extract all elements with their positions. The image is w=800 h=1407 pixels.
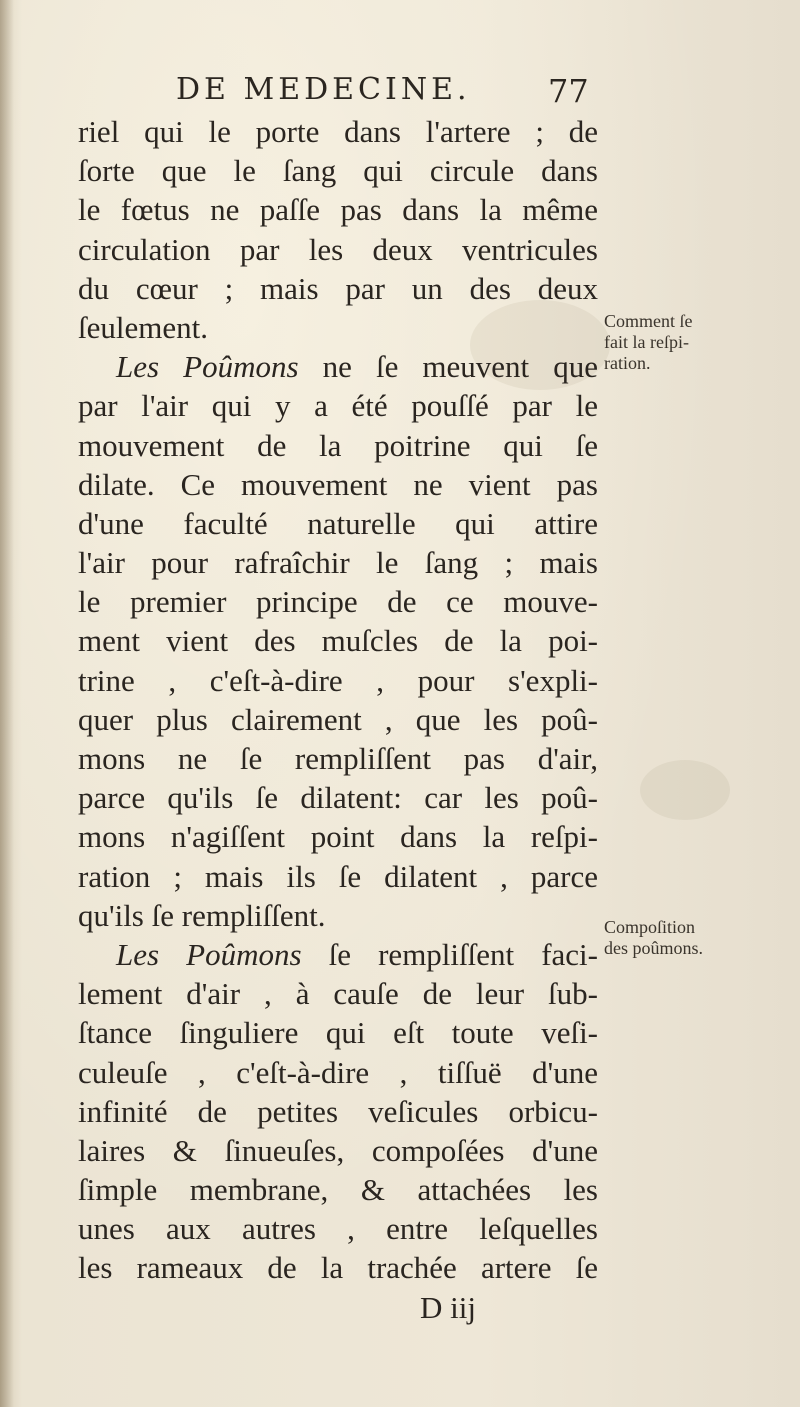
line-text: ration ; mais ils ſe dilatent , parce <box>78 858 598 894</box>
page-number: 77 <box>548 72 589 110</box>
text-line <box>78 190 598 229</box>
margin-note-composition <box>604 917 764 959</box>
text-line <box>78 426 598 465</box>
text-line <box>78 151 598 190</box>
line-text: les rameaux de la trachée artere ſe <box>78 1250 598 1286</box>
line-text: ſimple membrane, & attachées les <box>78 1172 598 1208</box>
text-line <box>78 504 598 543</box>
paper-stain <box>640 760 730 820</box>
text-line <box>78 1053 598 1092</box>
line-text: du cœur ; mais par un des deux <box>78 270 598 306</box>
line-text: ſe rempliſſent faci- <box>301 936 598 972</box>
text-line <box>78 347 598 386</box>
line-text: d'une faculté naturelle qui attire <box>78 505 598 541</box>
line-text: unes aux autres , entre leſquelles <box>78 1211 598 1247</box>
text-line <box>78 386 598 425</box>
line-text: l'air pour rafraîchir le ſang ; mais <box>78 545 598 581</box>
line-text: le premier principe de ce mouve- <box>78 584 598 620</box>
margin-note-respiration <box>604 311 764 374</box>
line-text: culeuſe , c'eſt-à-dire , tiſſuë d'une <box>78 1054 598 1090</box>
text-line <box>78 778 598 817</box>
text-line <box>78 465 598 504</box>
text-line <box>78 1131 598 1170</box>
text-line <box>78 896 598 935</box>
text-line <box>78 935 598 974</box>
line-text: quer plus clairement , que les poû- <box>78 701 598 737</box>
line-text: ſeulement. <box>78 309 208 345</box>
line-text: qu'ils ſe rempliſſent. <box>78 897 326 933</box>
text-line <box>78 112 598 151</box>
text-line <box>78 974 598 1013</box>
line-text: trine , c'eſt-à-dire , pour s'expli- <box>78 662 598 698</box>
running-title: DE MEDECINE. <box>176 72 471 107</box>
line-text: ne ſe meuvent que <box>298 349 599 385</box>
text-line <box>78 1248 598 1287</box>
line-text: parce qu'ils ſe dilatent: car les poû- <box>78 780 598 816</box>
text-line <box>78 582 598 621</box>
text-line <box>78 1092 598 1131</box>
text-line <box>78 308 598 347</box>
line-text: ſtance ſinguliere qui eſt toute veſi- <box>78 1015 598 1051</box>
text-line <box>78 661 598 700</box>
line-text: par l'air qui y a été pouſſé par le <box>78 388 598 424</box>
text-line <box>78 1170 598 1209</box>
line-text: mons n'agiſſent point dans la reſpi- <box>78 819 598 855</box>
text-line <box>78 700 598 739</box>
signature-mark: D iij <box>420 1290 476 1325</box>
italic-term: Les Poûmons <box>116 349 299 385</box>
text-line <box>78 1209 598 1248</box>
line-text: circulation par les deux ventricules <box>78 231 598 267</box>
line-text: riel qui le porte dans l'artere ; de <box>78 114 598 149</box>
margin-note-line: Compoſition <box>604 917 696 937</box>
line-text: lement d'air , à cauſe de leur ſub- <box>78 976 598 1012</box>
text-line <box>78 543 598 582</box>
text-line <box>78 857 598 896</box>
line-text: ment vient des muſcles de la poi- <box>78 623 598 659</box>
line-text: dilate. Ce mouvement ne vient pas <box>78 466 598 502</box>
line-text: le fœtus ne paſſe pas dans la même <box>78 192 598 228</box>
text-line <box>78 1013 598 1052</box>
italic-term: Les Poûmons <box>116 936 302 972</box>
binding-shadow <box>0 0 14 1407</box>
margin-note-line: Comment ſe <box>604 311 693 331</box>
line-text: laires & ſinueuſes, compoſées d'une <box>78 1132 598 1168</box>
text-line <box>78 230 598 269</box>
margin-note-line: des poûmons. <box>604 938 703 958</box>
text-line <box>78 269 598 308</box>
text-line <box>78 817 598 856</box>
text-line <box>78 739 598 778</box>
line-text: mons ne ſe rempliſſent pas d'air, <box>78 741 598 776</box>
body-text <box>78 112 598 1288</box>
margin-note-line: fait la reſpi- <box>604 332 689 352</box>
text-line <box>78 621 598 660</box>
line-text: mouvement de la poitrine qui ſe <box>78 427 598 463</box>
margin-note-line: ration. <box>604 353 651 373</box>
line-text: infinité de petites veſicules orbicu- <box>78 1093 598 1129</box>
line-text: ſorte que le ſang qui circule dans <box>78 153 598 189</box>
